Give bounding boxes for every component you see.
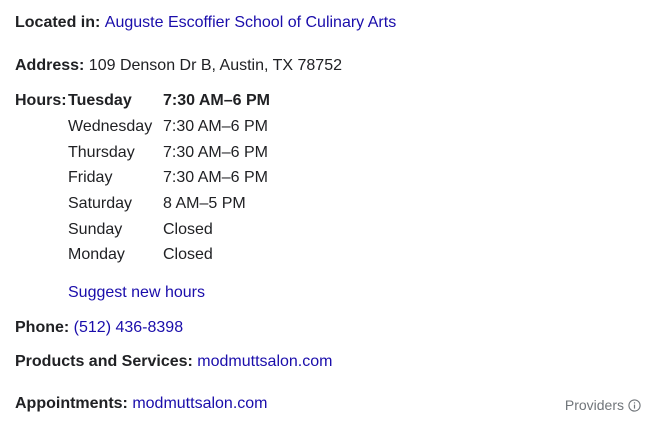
providers-button[interactable] (565, 395, 641, 415)
located-in-label: Located in: (15, 14, 105, 31)
hours-day: Saturday (68, 195, 133, 212)
hours-label: Hours: (15, 92, 67, 109)
hours-day: Wednesday (68, 118, 153, 135)
address-row (15, 56, 342, 76)
located-in-link[interactable]: Auguste Escoffier School of Culinary Arts (104, 14, 397, 31)
appointments-row (15, 394, 268, 414)
phone-link[interactable]: (512) 436-8398 (73, 319, 184, 336)
phone-label: Phone: (15, 319, 74, 336)
address-label: Address: (15, 57, 89, 74)
hours-time: 7:30 AM–6 PM (163, 118, 268, 135)
info-icon[interactable] (628, 397, 641, 410)
hours-time: 7:30 AM–6 PM (163, 92, 270, 109)
products-services-row (15, 352, 332, 372)
hours-time: 8 AM–5 PM (163, 195, 246, 212)
products-services-label: Products and Services: (15, 353, 198, 370)
located-in-row (15, 13, 396, 33)
hours-day: Sunday (68, 221, 123, 238)
suggest-new-hours-link[interactable]: Suggest new hours (68, 284, 205, 301)
hours-time: Closed (163, 221, 213, 238)
providers-label: Providers (564, 397, 624, 413)
address-value: 109 Denson Dr B, Austin, TX 78752 (88, 57, 342, 74)
hours-time: 7:30 AM–6 PM (163, 169, 268, 186)
hours-day: Thursday (68, 144, 135, 161)
hours-day: Friday (68, 169, 113, 186)
hours-time: Closed (163, 246, 213, 263)
phone-row (15, 318, 183, 338)
hours-time: 7:30 AM–6 PM (163, 144, 268, 161)
appointments-link[interactable]: modmuttsalon.com (132, 395, 268, 412)
products-services-link[interactable]: modmuttsalon.com (197, 353, 333, 370)
hours-day: Monday (68, 246, 125, 263)
appointments-label: Appointments: (15, 395, 133, 412)
hours-day: Tuesday (68, 92, 132, 109)
